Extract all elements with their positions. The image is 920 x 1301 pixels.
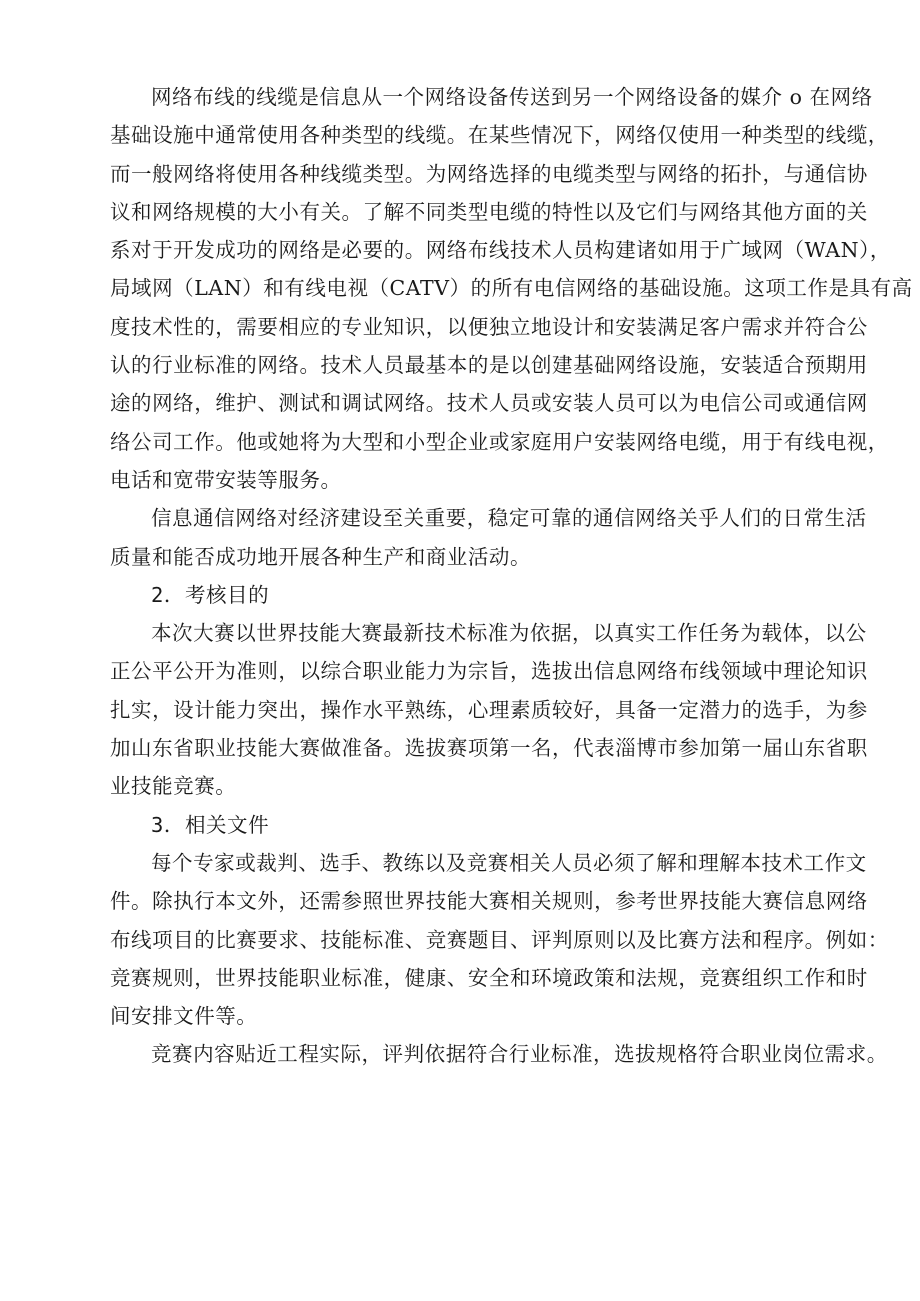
- text-line: 络公司工作。他或她将为大型和小型企业或家庭用户安装网络电缆，用于有线电视，: [110, 429, 889, 454]
- text-line: 而一般网络将使用各种线缆类型。为网络选择的电缆类型与网络的拓扑，与通信协: [110, 161, 868, 186]
- text-line: 网络布线的线缆是信息从一个网络设备传送到另一个网络设备的媒介 o 在网络: [151, 85, 873, 109]
- text-line: 业技能竞赛。: [110, 774, 237, 799]
- text-line: 认的行业标准的网络。技术人员最基本的是以创建基础网络设施，安装适合预期用: [110, 353, 868, 378]
- text-line: 议和网络规模的大小有关。了解不同类型电缆的特性以及它们与网络其他方面的关: [110, 199, 868, 224]
- text-line: 竞赛内容贴近工程实际，评判依据符合行业标准，选拔规格符合职业岗位需求。: [151, 1042, 888, 1067]
- text-line: 度技术性的，需要相应的专业知识，以便独立地设计和安装满足客户需求并符合公: [110, 314, 868, 339]
- text-line: 电话和宽带安装等服务。: [110, 467, 342, 492]
- paragraph-section2: [110, 614, 868, 805]
- text-line: 扎实，设计能力突出，操作水平熟练，心理素质较好，具备一定潜力的选手，为参: [110, 697, 868, 722]
- paragraph-closing: [110, 1035, 888, 1073]
- text-line: 布线项目的比赛要求、技能标准、竞赛题目、评判原则以及比赛方法和程序。例如：: [110, 927, 889, 952]
- text-line: 间安排文件等。: [110, 1004, 258, 1029]
- text-line: 每个专家或裁判、选手、教练以及竞赛相关人员必须了解和理解本技术工作文: [151, 850, 867, 875]
- text-line: 途的网络，维护、测试和调试网络。技术人员或安装人员可以为电信公司或通信网: [110, 391, 868, 416]
- text-line: 竞赛规则，世界技能职业标准，健康、安全和环境政策和法规，竞赛组织工作和时: [110, 965, 868, 990]
- section-title: 相关文件: [184, 812, 270, 837]
- section-title: 考核目的: [184, 582, 270, 607]
- paragraph-importance: [110, 499, 867, 576]
- text-line: 局域网（LAN）和有线电视（CATV）的所有电信网络的基础设施。这项工作是具有高: [110, 276, 913, 301]
- text-line: 正公平公开为准则，以综合职业能力为宗旨，选拔出信息网络布线领域中理论知识: [110, 659, 868, 684]
- section-number: 2．: [151, 582, 185, 607]
- text-line: 系对于开发成功的网络是必要的。网络布线技术人员构建诸如用于广域网（WAN），: [110, 238, 891, 263]
- text-line: 件。除执行本文外，还需参照世界技能大赛相关规则，参考世界技能大赛信息网络: [110, 889, 868, 914]
- text-line: 加山东省职业技能大赛做准备。选拔赛项第一名，代表淄博市参加第一届山东省职: [110, 736, 868, 761]
- text-line: 质量和能否成功地开展各种生产和商业活动。: [110, 544, 531, 569]
- section-heading-2: [110, 576, 855, 614]
- text-line: 信息通信网络对经济建设至关重要，稳定可靠的通信网络关乎人们的日常生活: [151, 506, 867, 531]
- text-line: 基础设施中通常使用各种类型的线缆。在某些情况下，网络仅使用一种类型的线缆，: [110, 123, 889, 148]
- section-number: 3．: [151, 812, 185, 837]
- text-line: 本次大赛以世界技能大赛最新技术标准为依据，以真实工作任务为载体，以公: [151, 621, 867, 646]
- section-heading-3: [110, 806, 855, 844]
- paragraph-intro: [110, 78, 913, 499]
- document-page: [110, 78, 913, 1074]
- paragraph-section3: [110, 844, 889, 1035]
